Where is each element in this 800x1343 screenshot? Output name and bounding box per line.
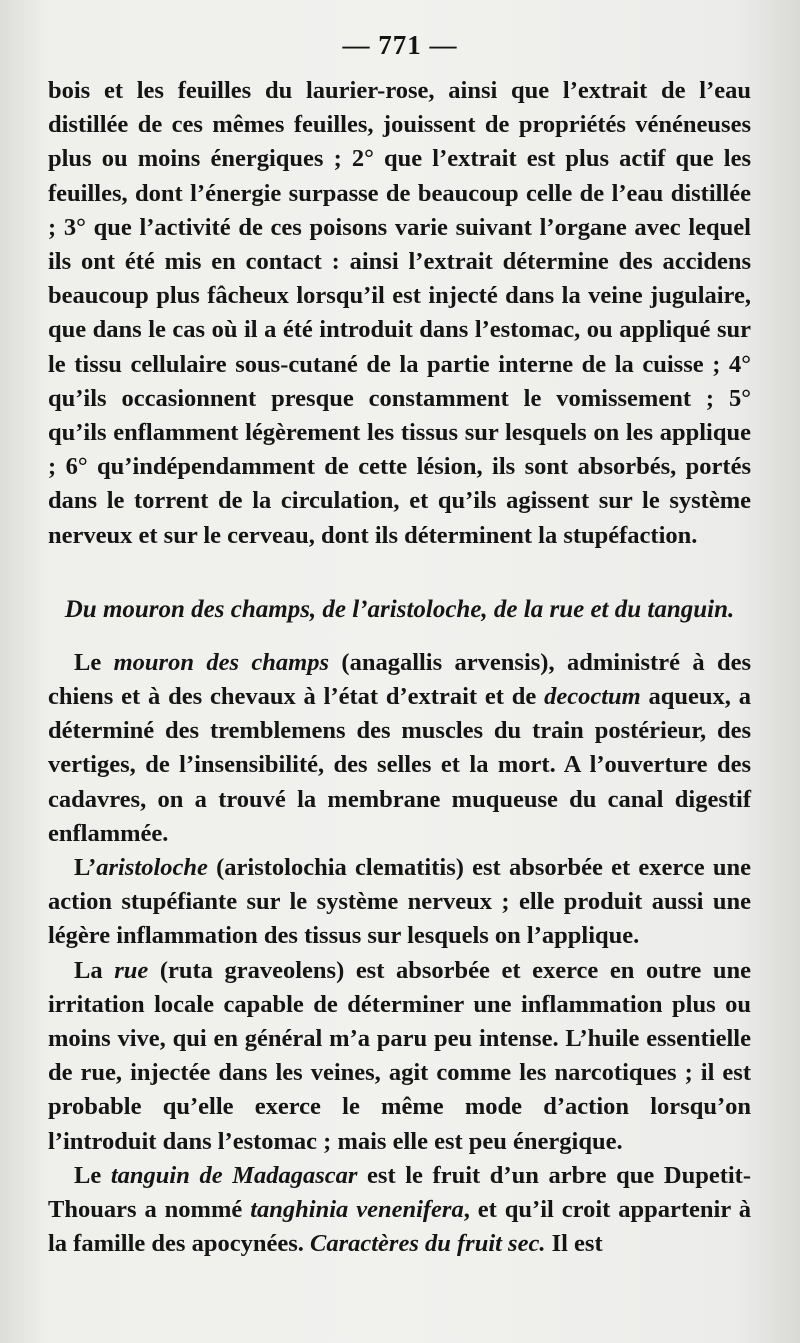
- paragraph-rue: [48, 954, 751, 1159]
- italic-term: mouron des champs: [113, 648, 330, 676]
- paragraph-mouron: [48, 646, 751, 851]
- text-run: La: [74, 956, 115, 984]
- text-run: Il est: [545, 1230, 603, 1258]
- italic-term: Caractères du fruit sec.: [310, 1230, 546, 1258]
- text-run: aqueux, a déterminé des tremblemens des muscles du train postérieur, des vertiges, de l’insensibilité, des selles et la mort. A l’ouverture des cadavres, on a trouvé la membrane muqueuse du canal digestif enflammée.: [48, 683, 751, 847]
- text-run: , et qu’il croit appartenir à la famille des apocynées.: [48, 1196, 751, 1258]
- page-body: [48, 74, 751, 1262]
- text-run: Le: [74, 1161, 111, 1189]
- italic-term: rue: [114, 956, 149, 984]
- page-number: — 771 —: [342, 30, 458, 60]
- paragraph-aristoloche: [48, 851, 751, 954]
- text-run: est le fruit d’un arbre que Dupetit-Thouars a nommé: [48, 1161, 751, 1224]
- text-run: (ruta graveolens) est absorbée et exerce en outre une irritation locale capable de déterminer une inflammation plus ou moins vive, qui en général m’a paru peu intense. L’huile essentielle de rue, injectée dans les veines, agit comme les narcotiques ; il est probable qu’elle exerce le même mode d’action lorsqu’on l’introduit dans l’estomac ; mais elle est peu énergique.: [48, 956, 751, 1155]
- italic-term: tanghinia venenifera: [250, 1196, 464, 1224]
- text-run: Le: [74, 648, 114, 676]
- text-run: L’: [74, 854, 97, 882]
- section-heading: Du mouron des champs, de l’aristoloche, de la rue et du tanguin.: [64, 595, 735, 623]
- text-run: (anagallis arvensis), administré à des chiens et à des chevaux à l’état d’extrait et de: [48, 648, 752, 711]
- text-run: (aristolochia clematitis) est absorbée et exerce une action stupéfiante sur le système nerveux ; elle produit aussi une légère inflammation des tissus sur lesquels on l’applique.: [48, 854, 751, 950]
- italic-term: tanguin de Madagascar: [110, 1161, 358, 1189]
- paragraph-tanguin: [48, 1159, 751, 1262]
- paragraph-continuation: bois et les feuilles du laurier-rose, ainsi que l’extrait de l’eau distillée de ces mêmes feuilles, jouissent de propriétés vénéneuses plus ou moins énergiques ; 2° que l’extrait est plus actif que les feuilles, dont l’énergie surpasse de beaucoup celle de l’eau distillée ; 3° que l’activité de ces poisons varie suivant l’organe avec lequel ils ont été mis en contact : ainsi l’extrait détermine des accidens beaucoup plus fâcheux lorsqu’il est injecté dans la veine jugulaire, que dans le cas où il a été introduit dans l’estomac, ou appliqué sur le tissu cellulaire sous-cutané de la partie interne de la cuisse ; 4° qu’ils occasionnent presque constamment le vomissement ; 5° qu’ils enflamment légèrement les tissus sur lesquels on les applique ; 6° qu’indépendamment de cette lésion, ils sont absorbés, portés dans le torrent de la circulation, et qu’ils agissent sur le système nerveux et sur le cerveau, dont ils déterminent la stupéfaction.: [48, 77, 751, 549]
- italic-term: decoctum: [544, 683, 641, 711]
- italic-term: aristoloche: [96, 854, 208, 882]
